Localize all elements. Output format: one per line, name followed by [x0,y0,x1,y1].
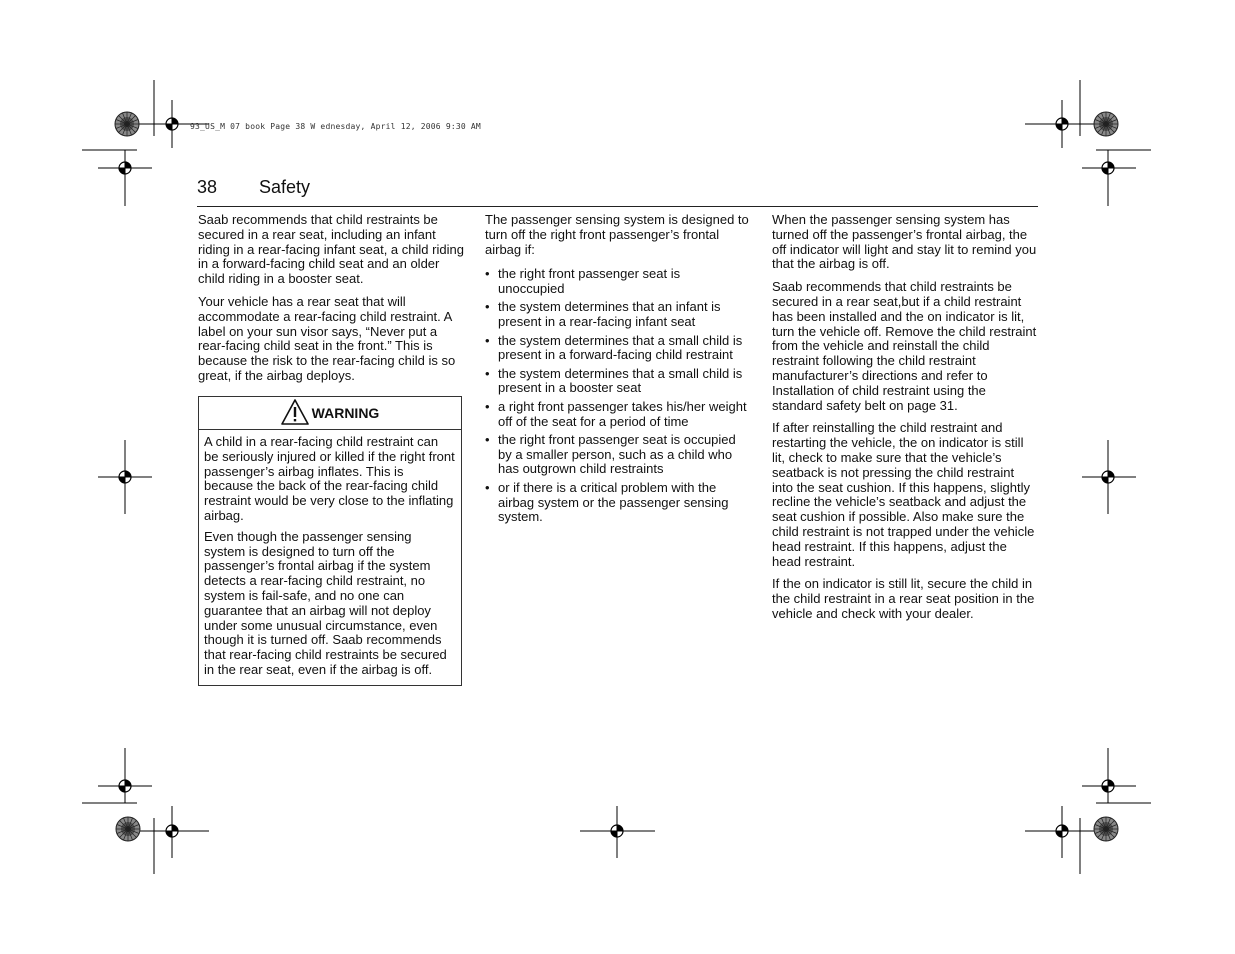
column-3 [772,213,1038,630]
list-item: • the right front passenger seat is occupied by a smaller person, such as a child who has outgrown child restraints [485,431,736,477]
file-header: 93_US_M 07 book Page 38 W ednesday, April 12, 2006 9:30 AM [190,122,481,131]
warning-body [199,430,461,678]
warning-title: WARNING [311,405,380,421]
list-item: • the system determines that a small child is present in a booster seat [485,365,743,396]
warning-triangle-icon [281,399,309,428]
paragraph: The passenger sensing system is designed to turn off the right front passenger’s frontal airbag if: [485,212,749,257]
paragraph: When the passenger sensing system has turned off the passenger’s frontal airbag, the off indicator will light and stay lit to remind you that the airbag is off. [772,212,1037,272]
paragraph: Saab recommends that child restraints be secured in a rear seat, including an infant riding in a rear-facing infant seat, a child riding in a forward-facing child seat and an older child riding in a booster seat. [198,212,464,287]
paragraph: Your vehicle has a rear seat that will accommodate a rear-facing child restraint. A label on your sun visor says, “Never put a rear-facing child seat in the front.” This is because the risk to the rear-facing child is so great, if the airbag deploys. [198,293,456,383]
warning-paragraph: Even though the passenger sensing system is designed to turn off the passenger’s frontal airbag if the system detects a rear-facing child restraint, no system is fail-safe, and no one can guarantee that an airbag will not deploy under some unusual circumstance, even though it is turned off. Saab recommends that rear-facing child restraints be secured in the rear seat, even if the airbag is off. [204,528,447,677]
warning-box [198,396,462,686]
paragraph: Saab recommends that child restraints be secured in a rear seat,but if a child restraint has been installed and the on indicator is lit, turn the vehicle off. Remove the child restraint from the vehicle and reinstall the child restraint following the child restraint manufacturer’s directions and refer to Installation of child restraint using the standard safety belt on page 31. [772,279,1037,413]
warning-header [199,397,461,430]
bullet-list [485,267,749,525]
list-item: • or if there is a critical problem with the airbag system or the passenger sensing system. [485,479,729,525]
paragraph: If after reinstalling the child restraint and restarting the vehicle, the on indicator is still lit, check to make sure that the vehicle’s seatback is not pressing the child restraint into the seat cushion. If this happens, slightly recline the vehicle’s seatback and adjust the seat cushion if possible. Also make sure the child restraint is not trapped under the vehicle head restraint. If this happens, adjust the head restraint. [772,420,1035,569]
list-item: • the system determines that an infant is present in a rear-facing infant seat [485,299,721,330]
section-title: Safety [259,177,311,197]
paragraph: If the on indicator is still lit, secure the child in the child restraint in a rear seat position in the vehicle and check with your dealer. [772,576,1035,621]
warning-paragraph: A child in a rear-facing child restraint can be seriously injured or killed if the right front passenger’s airbag inflates. This is because the back of the rear-facing child restraint would be very close to the inflating airbag. [204,434,455,523]
list-item: • the system determines that a small child is present in a forward-facing child restraint [485,332,743,363]
page-number: 38 [197,177,218,197]
header-rule [197,206,1038,207]
list-item: • the right front passenger seat is unoccupied [485,266,681,297]
list-item: • a right front passenger takes his/her weight off of the seat for a period of time [485,398,747,429]
column-1 [198,213,464,392]
column-2 [485,213,749,529]
